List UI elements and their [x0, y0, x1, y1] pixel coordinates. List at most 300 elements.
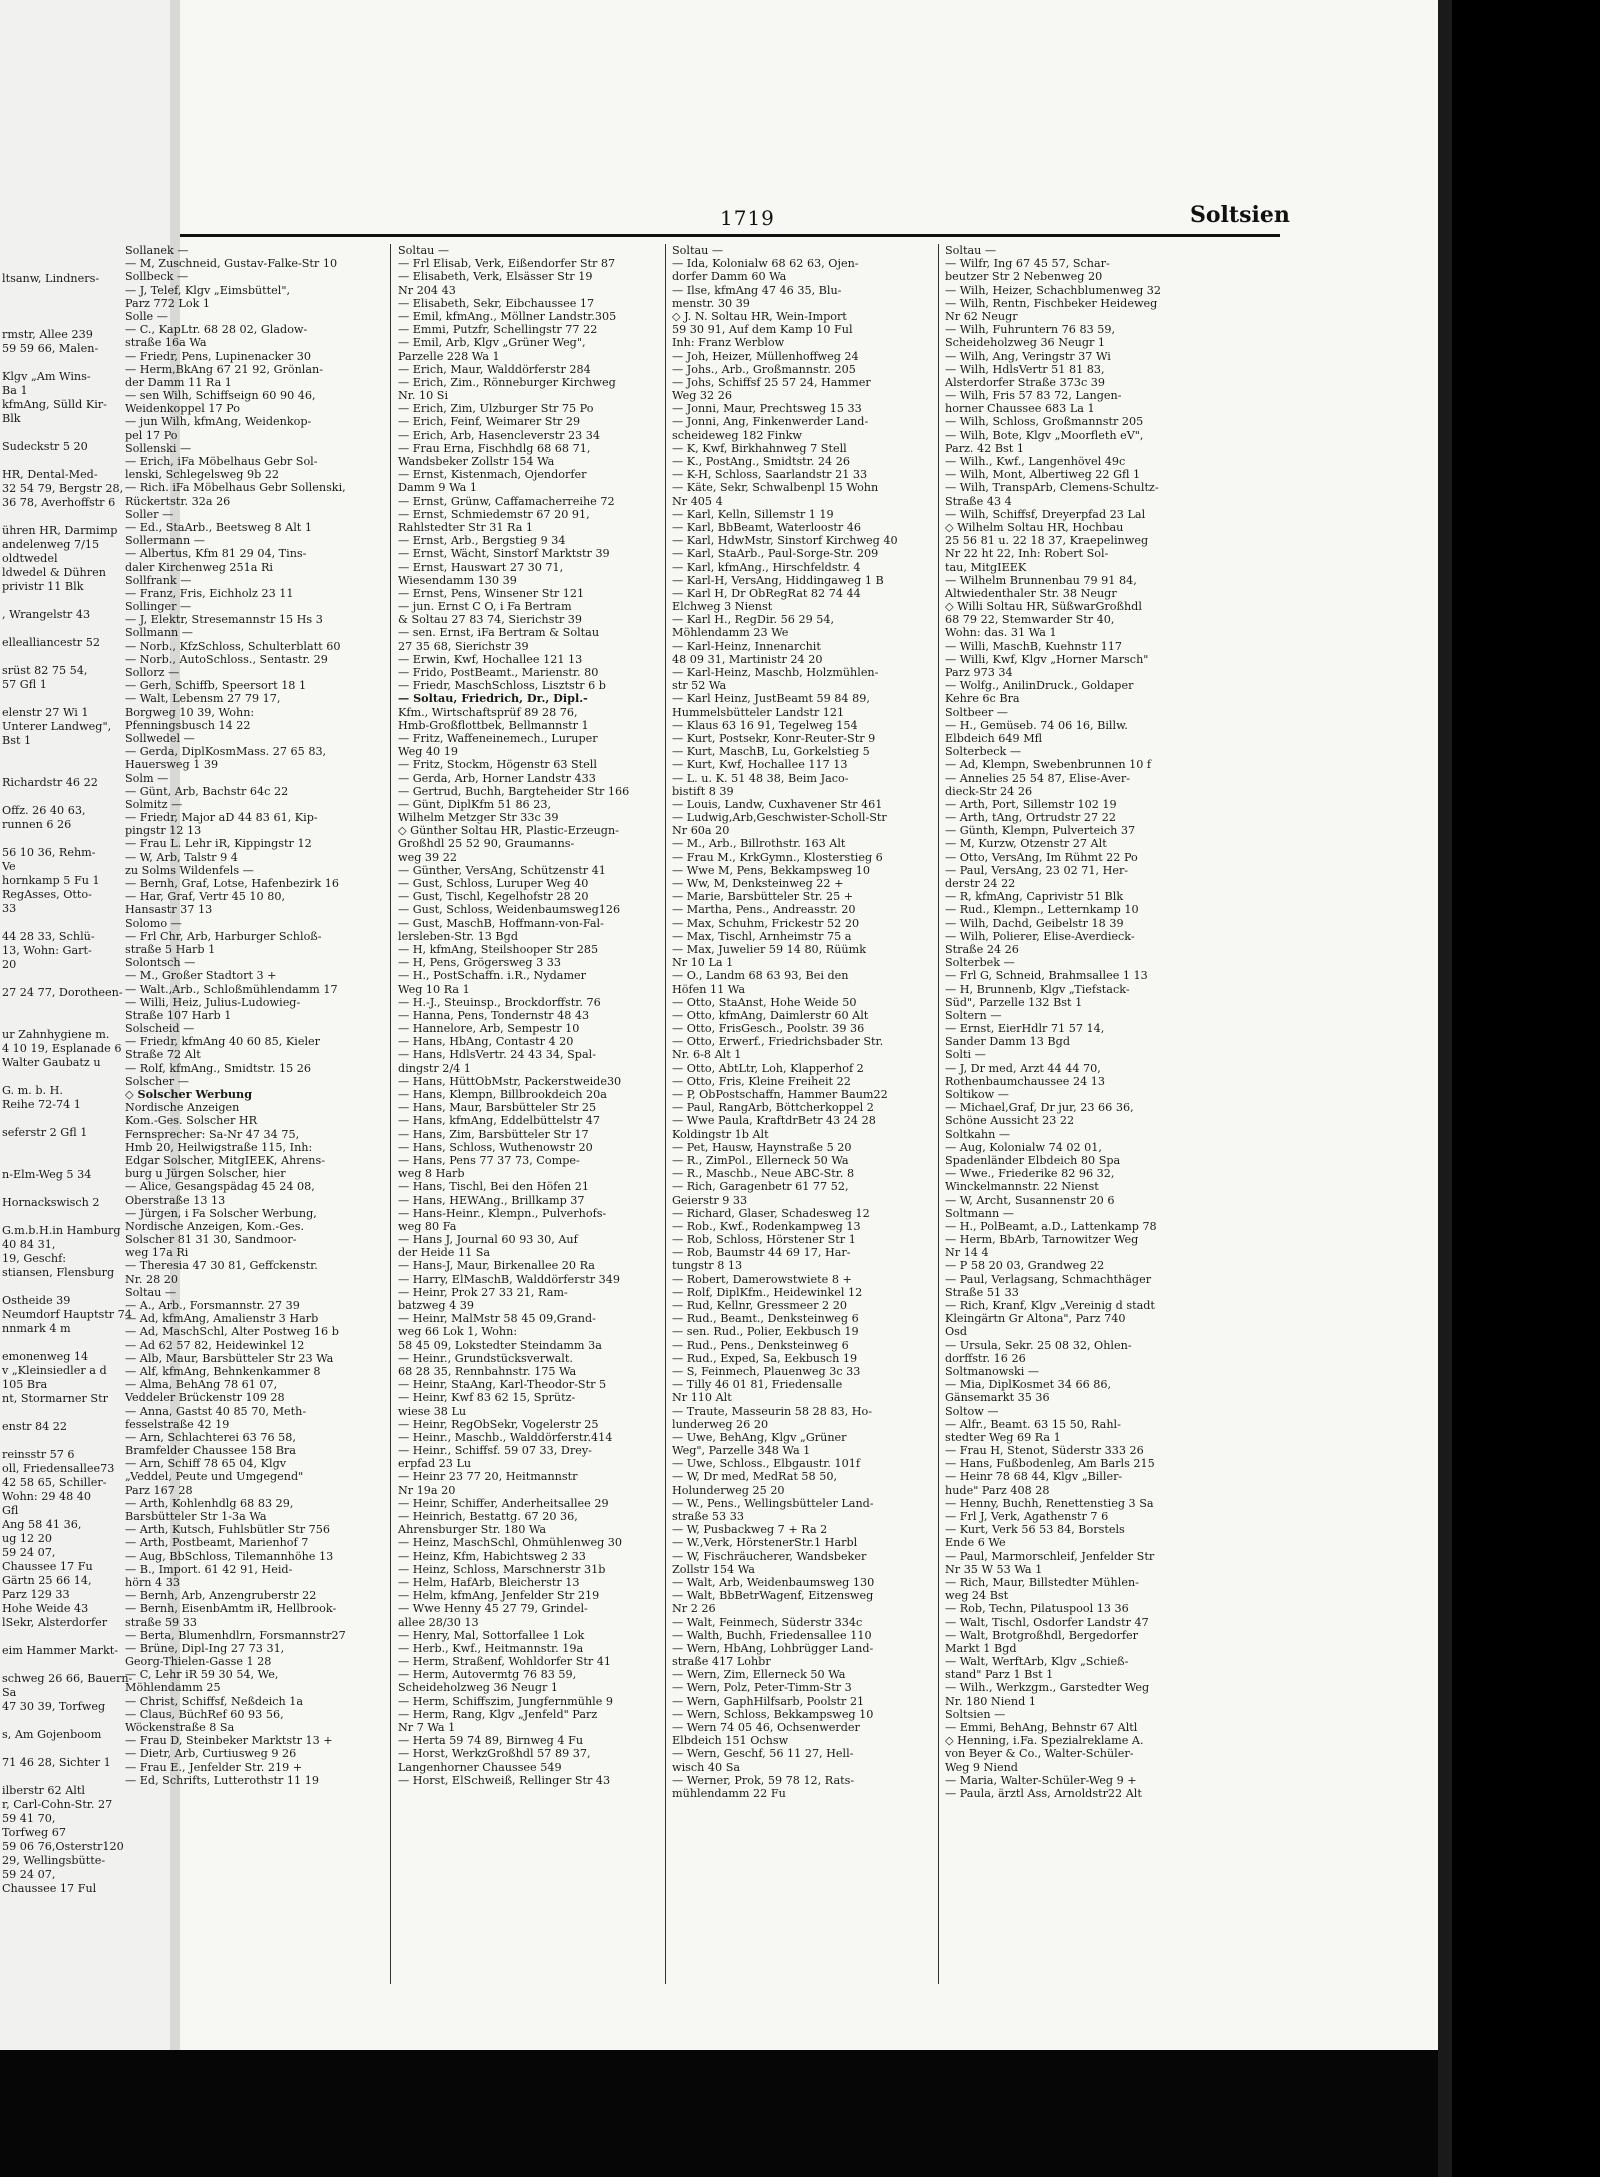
directory-entry-line: — Claus, BüchRef 60 93 56, — [125, 1707, 284, 1721]
directory-entry-line: — K-H, Schloss, Saarlandstr 21 33 — [672, 468, 868, 482]
directory-entry-line: — H, Brunnenb, Klgv „Tiefstack- — [945, 982, 1130, 996]
directory-entry-line: Schöne Aussicht 23 22 — [945, 1114, 1075, 1128]
previous-page-fragment: schweg 26 66, Bauern- — [2, 1672, 133, 1685]
directory-entry-line: — Hans-J, Maur, Birkenallee 20 Ra — [398, 1259, 595, 1273]
directory-entry-line: ◇ Solscher Werbung — [125, 1087, 253, 1101]
directory-entry-line: — J, Dr med, Arzt 44 44 70, — [945, 1061, 1101, 1075]
directory-entry-line: Weg 10 Ra 1 — [398, 982, 470, 996]
directory-entry-line: — Otto, AbtLtr, Loh, Klapperhof 2 — [672, 1061, 864, 1075]
directory-entry-line: wisch 40 Sa — [672, 1760, 741, 1774]
directory-entry-line: — Pet, Hausw, Haynstraße 5 20 — [672, 1140, 852, 1154]
directory-entry-line: Soltikow — — [945, 1088, 1009, 1101]
directory-entry-line: Soltow — — [945, 1404, 999, 1418]
previous-page-fragment: nt, Stormarner Str — [2, 1392, 108, 1405]
directory-entry-line: Weg 32 26 — [672, 389, 732, 403]
previous-page-fragment: Ve — [2, 860, 16, 873]
directory-entry-line: — Horst, WerkzGroßhdl 57 89 37, — [398, 1747, 591, 1761]
directory-entry-line: ◇ Willi Soltau HR, SüßwarGroßhdl — [945, 600, 1142, 614]
directory-entry-line: — Henny, Buchh, Renettenstieg 3 Sa — [945, 1496, 1154, 1510]
directory-entry-line: Sollinger — — [125, 600, 192, 614]
directory-entry-line: — Ad 62 57 82, Heidewinkel 12 — [125, 1338, 305, 1352]
directory-entry-line: — Ww, M, Denksteinweg 22 + — [672, 877, 844, 890]
directory-entry-line: — Heinr 78 68 44, Klgv „Biller- — [945, 1470, 1123, 1484]
directory-entry-line: — sen Wilh, Schiffseign 60 90 46, — [125, 389, 316, 403]
directory-entry-line: derstr 24 22 — [945, 877, 1016, 890]
directory-entry-line: — Uwe, BehAng, Klgv „Grüner — [672, 1430, 847, 1444]
previous-page-fragment: Walter Gaubatz u — [2, 1056, 101, 1069]
directory-entry-line: Borgweg 10 39, Wohn: — [125, 705, 255, 719]
directory-entry-line: — Rolf, kfmAng., Smidtstr. 15 26 — [125, 1061, 311, 1075]
directory-entry-line: — Otto, FrisGesch., Poolstr. 39 36 — [672, 1022, 865, 1036]
directory-entry-line: — Rob, Schloss, Hörstener Str 1 — [672, 1233, 856, 1247]
directory-entry-line: Nr 2 26 — [672, 1602, 716, 1616]
directory-entry-line: Langenhorner Chaussee 549 — [398, 1760, 562, 1774]
previous-page-fragment: 59 24 07, — [2, 1868, 56, 1881]
directory-entry-line: — Karl, Kelln, Sillemstr 1 19 — [672, 507, 834, 521]
directory-entry-line: — Johs, Schiffsf 25 57 24, Hammer — [672, 375, 871, 389]
directory-entry-line: — Gust, Schloss, Weidenbaumsweg126 — [398, 903, 621, 917]
directory-entry-line: — J, Elektr, Stresemannstr 15 Hs 3 — [125, 613, 323, 627]
previous-page-fragment: , Wrangelstr 43 — [2, 608, 91, 621]
directory-entry-line: — Alma, BehAng 78 61 07, — [125, 1378, 278, 1392]
directory-entry-line: straße 5 Harb 1 — [125, 942, 216, 956]
directory-entry-line: Sollermann — — [125, 534, 205, 548]
directory-entry-line: — Heinr., Schiffsf. 59 07 33, Drey- — [398, 1444, 592, 1458]
directory-entry-line: Großhdl 25 52 90, Graumanns- — [398, 837, 575, 851]
directory-entry-line: — Heinz, MaschSchl, Ohmühlenweg 30 — [398, 1536, 623, 1550]
directory-entry-line: — Rud., Exped, Sa, Eekbusch 19 — [672, 1351, 858, 1365]
directory-entry-line: weg 8 Harb — [398, 1167, 465, 1181]
directory-entry-line: — Otto, kfmAng, Daimlerstr 60 Alt — [672, 1008, 869, 1022]
previous-page-fragment: 36 78, Averhoffstr 6 — [2, 496, 116, 509]
directory-entry-line: Nr 405 4 — [672, 494, 723, 508]
directory-entry-line: — Heinr., Grundstücksverwalt. — [398, 1351, 573, 1365]
previous-page-fragment: s, Am Gojenboom — [2, 1728, 102, 1741]
directory-entry-line: — Wilh, TranspArb, Clemens-Schultz- — [945, 481, 1159, 495]
directory-entry-line: Bramfelder Chaussee 158 Bra — [125, 1444, 296, 1458]
directory-entry-line: Straße 107 Harb 1 — [125, 1008, 232, 1022]
directory-entry-line: Wandsbeker Zollstr 154 Wa — [398, 455, 555, 468]
directory-entry-line: — Frl J, Verk, Agathenstr 7 6 — [945, 1510, 1109, 1523]
directory-entry-line: Scheideholzweg 36 Neugr 1 — [945, 336, 1106, 350]
directory-entry-line: Barsbütteler Str 1-3a Wa — [125, 1510, 267, 1523]
directory-entry-line: Soltern — — [945, 1008, 1002, 1022]
header-rule — [180, 234, 1280, 237]
previous-page-fragment: 105 Bra — [2, 1378, 48, 1391]
previous-page-fragment: kfmAng, Sülld Kir- — [2, 398, 107, 411]
directory-entry-line: — Emil, Arb, Klgv „Grüner Weg", — [398, 336, 586, 350]
previous-page-fragment: Bst 1 — [2, 734, 32, 747]
directory-entry-line: — Gerda, Arb, Horner Landstr 433 — [398, 771, 596, 785]
directory-entry-line: Sollbeck — — [125, 270, 189, 284]
directory-entry-line: — Berta, Blumenhdlrn, Forsmannstr27 — [125, 1628, 346, 1642]
directory-entry-line: — Herm, Autovermtg 76 83 59, — [398, 1668, 577, 1682]
directory-entry-line: Wohn: das. 31 Wa 1 — [945, 626, 1057, 640]
directory-entry-line: — W, Fischräucherer, Wandsbeker — [672, 1549, 867, 1563]
directory-entry-line: — Walt, Lebensm 27 79 17, — [125, 692, 281, 706]
directory-entry-line: — Arth, Kohlenhdlg 68 83 29, — [125, 1496, 294, 1510]
directory-entry-line: — Wwe Paula, KraftdrBetr 43 24 28 — [672, 1114, 876, 1128]
directory-entry-line: — Tilly 46 01 81, Friedensalle — [672, 1378, 843, 1392]
directory-entry-line: — Arn, Schiff 78 65 04, Klgv — [125, 1457, 287, 1471]
directory-entry-line: scheideweg 182 Finkw — [672, 428, 802, 442]
directory-entry-line: der Damm 11 Ra 1 — [125, 375, 232, 389]
directory-entry-line: — Ad, MaschSchl, Alter Postweg 16 b — [125, 1325, 339, 1339]
directory-entry-line: Rothenbaumchaussee 24 13 — [945, 1074, 1105, 1088]
directory-entry-line: Altwiedenthaler Str. 38 Neugr — [945, 586, 1117, 600]
directory-entry-line: — Walt.,Arb., Schloßmühlendamm 17 — [125, 982, 338, 996]
directory-entry-line: — Wilh, Mont, Albertiweg 22 Gfl 1 — [945, 468, 1141, 482]
directory-entry-line: — Theresia 47 30 81, Geffckenstr. — [125, 1259, 318, 1273]
directory-entry-line: — Rud, Kellnr, Gressmeer 2 20 — [672, 1299, 847, 1312]
directory-entry-line: — Wilh., Werkzgm., Garstedter Weg — [945, 1681, 1150, 1695]
directory-entry-line: tungstr 8 13 — [672, 1259, 743, 1273]
previous-page-fragment: runnen 6 26 — [2, 818, 72, 831]
directory-entry-line: — H., PostSchaffn. i.R., Nydamer — [398, 969, 587, 983]
directory-entry-line: — Frau E., Jenfelder Str. 219 + — [125, 1760, 303, 1774]
directory-entry-line: — Ernst, Hauswart 27 30 71, — [398, 560, 564, 574]
previous-page-fragment: 20 — [2, 958, 17, 971]
directory-entry-line: — Wilh, Bote, Klgv „Moorfleth eV", — [945, 428, 1144, 442]
directory-entry-line: Nr 19a 20 — [398, 1483, 456, 1497]
previous-page-fragment: Ostheide 39 — [2, 1294, 71, 1307]
directory-entry-line: Parz 973 34 — [945, 666, 1013, 679]
directory-entry-line: — Günth, Klempn, Pulverteich 37 — [945, 824, 1136, 838]
directory-entry-line: — Otto, StaAnst, Hohe Weide 50 — [672, 995, 857, 1009]
directory-entry-line: — Mia, DiplKosmet 34 66 86, — [945, 1378, 1112, 1392]
directory-entry-line: — Elisabeth, Sekr, Eibchaussee 17 — [398, 296, 595, 310]
directory-entry-line: — Frau H, Stenot, Süderstr 333 26 — [945, 1444, 1144, 1458]
directory-entry-line: — Wwe., Friederike 82 96 32, — [945, 1167, 1115, 1181]
directory-entry-line: — Friedr, Pens, Lupinenacker 30 — [125, 349, 312, 363]
directory-entry-line: — Friedr, MaschSchloss, Lisztstr 6 b — [398, 679, 606, 693]
directory-entry-line: — Franz, Fris, Eichholz 23 11 — [125, 586, 294, 600]
directory-entry-line: — Gust, MaschB, Hoffmann-von-Fal- — [398, 916, 604, 930]
directory-entry-line: Soltsien — — [945, 1707, 1006, 1721]
directory-entry-line: Gänsemarkt 35 36 — [945, 1391, 1050, 1405]
directory-entry-line: — B., Import. 61 42 91, Heid- — [125, 1562, 293, 1576]
directory-entry-line: — O., Landm 68 63 93, Bei den — [672, 969, 849, 983]
directory-entry-line: — Gust, Tischl, Kegelhofstr 28 20 — [398, 890, 589, 904]
directory-entry-line: — Herm, BbArb, Tarnowitzer Weg — [945, 1233, 1139, 1247]
directory-entry-line: Hummelsbütteler Landstr 121 — [672, 705, 845, 719]
directory-entry-line: — Hans, Klempn, Billbrookdeich 20a — [398, 1088, 607, 1101]
directory-entry-line: straße 16a Wa — [125, 336, 207, 350]
directory-entry-line: Straße 51 33 — [945, 1285, 1019, 1299]
previous-page-fragment: lSekr, Alsterdorfer — [2, 1616, 108, 1629]
previous-page-fragment: Offz. 26 40 63, — [2, 804, 86, 817]
directory-entry-line: Solscher 81 31 30, Sandmoor- — [125, 1233, 297, 1247]
directory-entry-line: — Walt, BbBetrWagenf, Eitzensweg — [672, 1589, 874, 1603]
directory-entry-line: Straße 24 26 — [945, 942, 1019, 956]
directory-entry-line: — K, Kwf, Birkhahnweg 7 Stell — [672, 441, 847, 455]
directory-entry-line: Alsterdorfer Straße 373c 39 — [945, 375, 1106, 389]
directory-entry-line: burg u Jürgen Solscher, hier — [125, 1167, 286, 1181]
directory-entry-line: — W, Arb, Talstr 9 4 — [125, 850, 238, 864]
directory-entry-line: Fernsprecher: Sa-Nr 47 34 75, — [125, 1127, 300, 1141]
directory-entry-line: — Frau Erna, Fischhdlg 68 68 71, — [398, 441, 591, 455]
previous-page-fragment: ur Zahnhygiene m. — [2, 1028, 110, 1041]
directory-entry-line: straße 59 33 — [125, 1615, 197, 1629]
previous-page-fragment: 71 46 28, Sichter 1 — [2, 1756, 111, 1769]
directory-entry-line: — Frl Elisab, Verk, Eißendorfer Str 87 — [398, 257, 616, 271]
directory-entry-line: Oberstraße 13 13 — [125, 1193, 226, 1207]
directory-entry-line: — R., ZimPol., Ellerneck 50 Wa — [672, 1153, 849, 1167]
column-divider — [390, 244, 391, 1984]
directory-entry-line: — Arth, tAng, Ortrudstr 27 22 — [945, 811, 1116, 825]
directory-entry-line: — Wilh, Fuhruntern 76 83 59, — [945, 323, 1116, 337]
directory-entry-line: Nr 22 ht 22, Inh: Robert Sol- — [945, 547, 1109, 561]
directory-entry-line: — R., Maschb., Neue ABC-Str. 8 — [672, 1167, 855, 1181]
previous-page-fragment: Ba 1 — [2, 384, 28, 397]
directory-entry-line: — Ernst, EierHdlr 71 57 14, — [945, 1022, 1105, 1036]
directory-entry-line: — Emil, kfmAng., Möllner Landstr.305 — [398, 309, 617, 323]
directory-entry-line: — Hans, HdlsVertr. 24 43 34, Spal- — [398, 1048, 596, 1062]
directory-entry-line: Solomo — — [125, 916, 182, 930]
previous-page-fragment: 40 84 31, — [2, 1238, 56, 1251]
directory-entry-line: Nr 62 Neugr — [945, 309, 1018, 323]
directory-entry-line: — Herm, Schiffszim, Jungfernmühle 9 — [398, 1694, 614, 1708]
directory-entry-line: — Louis, Landw, Cuxhavener Str 461 — [672, 797, 883, 811]
directory-entry-line: weg 66 Lok 1, Wohn: — [398, 1325, 518, 1339]
previous-page-fragment: 42 58 65, Schiller- — [2, 1476, 107, 1489]
directory-entry-line: — Hans, Schloss, Wuthenowstr 20 — [398, 1140, 593, 1154]
directory-entry-line: Weg 40 19 — [398, 745, 458, 759]
directory-entry-line: — M, Kurzw, Otzenstr 27 Alt — [945, 837, 1107, 851]
previous-page-fragment: Torfweg 67 — [2, 1826, 66, 1839]
directory-entry-line: pingstr 12 13 — [125, 824, 202, 838]
directory-entry-line: Nr. 28 20 — [125, 1272, 179, 1286]
directory-entry-line: — Heinr, StaAng, Karl-Theodor-Str 5 — [398, 1378, 607, 1392]
directory-entry-line: — Wilh, Heizer, Schachblumenweg 32 — [945, 283, 1162, 297]
directory-entry-line: lunderweg 26 20 — [672, 1417, 769, 1431]
directory-entry-line: — Ilse, kfmAng 47 46 35, Blu- — [672, 283, 842, 297]
directory-entry-line: Elbdeich 649 Mfl — [945, 731, 1043, 745]
previous-page-fragment: 19, Geschf: — [2, 1252, 67, 1265]
directory-entry-line: Nr 7 Wa 1 — [398, 1721, 456, 1734]
directory-entry-line: — Herm, Straßenf, Wohldorfer Str 41 — [398, 1655, 611, 1669]
directory-entry-line: — Rud., Klempn., Letternkamp 10 — [945, 903, 1139, 917]
directory-entry-line: — Wern, Polz, Peter-Timm-Str 3 — [672, 1681, 852, 1695]
directory-entry-line: — Bernh, Graf, Lotse, Hafenbezirk 16 — [125, 877, 339, 890]
directory-entry-line: weg 24 Bst — [945, 1589, 1009, 1603]
directory-entry-line: Sollwedel — — [125, 731, 195, 745]
directory-entry-line: Hmb-Großflottbek, Bellmannstr 1 — [398, 718, 589, 732]
directory-entry-line: — Harry, ElMaschB, Walddörferstr 349 — [398, 1272, 621, 1286]
directory-entry-line: — Jonni, Maur, Prechtsweg 15 33 — [672, 402, 862, 416]
directory-entry-line: Straße 72 Alt — [125, 1048, 201, 1062]
directory-entry-line: — Heinz, Schloss, Marschnerstr 31b — [398, 1562, 606, 1576]
directory-entry-line: — Otto, Fris, Kleine Freiheit 22 — [672, 1074, 851, 1088]
directory-entry-line: Scheideholzweg 36 Neugr 1 — [398, 1681, 559, 1695]
directory-entry-line: Soltau — — [672, 244, 724, 257]
directory-entry-line: — Ernst, Wächt, Sinstorf Marktstr 39 — [398, 547, 610, 561]
previous-page-fragment: r, Carl-Cohn-Str. 27 — [2, 1798, 113, 1811]
directory-entry-line: — Jonni, Ang, Finkenwerder Land- — [672, 415, 869, 429]
previous-page-fragment: ilberstr 62 Altl — [2, 1784, 85, 1797]
previous-page-fragment: Hornackswisch 2 — [2, 1196, 100, 1209]
directory-entry-line: pel 17 Po — [125, 428, 178, 442]
directory-entry-line: weg 80 Fa — [398, 1219, 457, 1233]
directory-entry-line: Kleingärtn Gr Altona", Parz 740 — [945, 1312, 1126, 1326]
directory-entry-line: — M., Großer Stadtort 3 + — [125, 969, 277, 983]
directory-entry-line: — Wilhelm Brunnenbau 79 91 84, — [945, 573, 1137, 587]
previous-page-fragment: privistr 11 Blk — [2, 580, 84, 593]
previous-page-fragment: Unterer Landweg", — [2, 720, 112, 733]
previous-page-fragment: v „Kleinsiedler a d — [2, 1364, 107, 1377]
directory-entry-line: — Günther, VersAng, Schützenstr 41 — [398, 863, 606, 877]
directory-entry-line: fesselstraße 42 19 — [125, 1417, 230, 1431]
directory-entry-line: — Alf, kfmAng, Behnkenkammer 8 — [125, 1364, 321, 1378]
previous-page-fragment: 56 10 36, Rehm- — [2, 846, 96, 859]
previous-page-fragment: ühren HR, Darmimp — [2, 524, 118, 537]
directory-entry-line: — Karl H, Dr ObRegRat 82 74 44 — [672, 586, 861, 600]
directory-entry-line: Nr 204 43 — [398, 283, 456, 297]
directory-entry-line: — Fritz, Stockm, Högenstr 63 Stell — [398, 758, 597, 772]
directory-entry-line: — Rob, Baumstr 44 69 17, Har- — [672, 1246, 851, 1260]
directory-entry-line: — Karl H., RegDir. 56 29 54, — [672, 613, 835, 627]
directory-entry-line: — J, Telef, Klgv „Eimsbüttel", — [125, 283, 291, 297]
directory-entry-line: Wöckenstraße 8 Sa — [125, 1721, 235, 1734]
directory-entry-line: Solle — — [125, 309, 168, 323]
directory-entry-line: stedter Weg 69 Ra 1 — [945, 1430, 1061, 1444]
column-divider — [665, 244, 666, 1984]
directory-entry-line: ◇ Günther Soltau HR, Plastic-Erzeugn- — [398, 824, 619, 838]
directory-entry-line: — Frau L. Lehr iR, Kippingstr 12 — [125, 837, 312, 851]
directory-entry-line: — Herm, Rang, Klgv „Jenfeld" Parz — [398, 1707, 598, 1721]
directory-entry-line: — Alb, Maur, Barsbütteler Str 23 Wa — [125, 1351, 334, 1365]
directory-entry-line: — Richard, Glaser, Schadesweg 12 — [672, 1206, 870, 1220]
directory-entry-line: — Heinr, RegObSekr, Vogelerstr 25 — [398, 1417, 599, 1431]
directory-entry-line: — Frido, PostBeamt., Marienstr. 80 — [398, 666, 599, 679]
directory-entry-line: Solscher — — [125, 1074, 189, 1088]
directory-entry-line: 59 30 91, Auf dem Kamp 10 Ful — [672, 323, 853, 337]
previous-page-fragment: reinsstr 57 6 — [2, 1448, 75, 1461]
directory-entry-line: Höfen 11 Wa — [672, 982, 746, 996]
directory-entry-line: — Heinr 23 77 20, Heitmannstr — [398, 1470, 578, 1484]
directory-entry-line: straße 417 Lohbr — [672, 1655, 771, 1669]
previous-page-fragment: Neumdorf Hauptstr 74 — [2, 1308, 132, 1321]
previous-page-fragment: n-Elm-Weg 5 34 — [2, 1168, 92, 1181]
directory-entry-line: — Arth, Kutsch, Fuhlsbütler Str 756 — [125, 1523, 330, 1537]
directory-entry-line: — Hans, kfmAng, Eddelbüttelstr 47 — [398, 1114, 600, 1128]
directory-entry-line: — Ursula, Sekr. 25 08 32, Ohlen- — [945, 1338, 1132, 1352]
column-1 — [125, 244, 387, 2004]
directory-entry-line: — Wern, Geschf, 56 11 27, Hell- — [672, 1747, 854, 1761]
directory-entry-line: weg 17a Ri — [125, 1246, 189, 1260]
directory-entry-line: — Wwe M, Pens, Bekkampsweg 10 — [672, 863, 870, 877]
directory-entry-line: Solscheid — — [125, 1022, 195, 1036]
directory-entry-line: — Walt, WerftArb, Klgv „Schieß- — [945, 1655, 1129, 1669]
directory-entry-line: — Bernh, Arb, Anzengruberstr 22 — [125, 1589, 317, 1603]
previous-page-fragment: Blk — [2, 412, 21, 425]
previous-page-fragment: ug 12 20 — [2, 1532, 52, 1545]
directory-entry-line: Rückertstr. 32a 26 — [125, 494, 231, 508]
directory-entry-line: — Friedr, kfmAng 40 60 85, Kieler — [125, 1035, 321, 1049]
previous-page-fragment: Chaussee 17 Fu — [2, 1560, 93, 1573]
directory-entry-line: straße 53 33 — [672, 1510, 744, 1523]
previous-page-fragment: Reihe 72-74 1 — [2, 1098, 81, 1111]
directory-entry-line: — Wilh, Schiffsf, Dreyerpfad 23 Lal — [945, 507, 1146, 521]
directory-entry-line: ◇ Henning, i.Fa. Spezialreklame A. — [945, 1734, 1144, 1748]
directory-entry-line: Edgar Solscher, MitgIEEK, Ahrens- — [125, 1153, 325, 1167]
previous-page-fragment: G.m.b.H.in Hamburg — [2, 1224, 121, 1237]
directory-entry-line: — Hans, Maur, Barsbütteler Str 25 — [398, 1101, 597, 1115]
directory-entry-line: — Otto, Erwerf., Friedrichsbader Str. — [672, 1035, 884, 1049]
directory-entry-line: — Henry, Mal, Sottorfallee 1 Lok — [398, 1628, 585, 1642]
directory-entry-line: Solterbeck — — [945, 745, 1022, 759]
directory-entry-line: — Heinr, Kwf 83 62 15, Sprütz- — [398, 1391, 576, 1405]
directory-entry-line: erpfad 23 Lu — [398, 1457, 472, 1471]
directory-entry-line: — A., Arb., Forsmannstr. 27 39 — [125, 1299, 300, 1312]
directory-entry-line: — Johs., Arb., Großmannstr. 205 — [672, 362, 856, 376]
directory-entry-line: 68 28 35, Rennbahnstr. 175 Wa — [398, 1364, 577, 1378]
directory-entry-line: — Rich. iFa Möbelhaus Gebr Sollenski, — [125, 481, 346, 495]
directory-entry-line: — Rud., Beamt., Denksteinweg 6 — [672, 1312, 859, 1326]
directory-entry-line: Nordische Anzeigen — [125, 1101, 240, 1115]
previous-page-fragment: 44 28 33, Schlü- — [2, 930, 95, 943]
directory-entry-line: Möhlendamm 23 We — [672, 626, 789, 640]
directory-entry-line: Soltmanowski — — [945, 1364, 1040, 1378]
directory-entry-line: Inh: Franz Werblow — [672, 336, 785, 350]
directory-entry-line: Wiesendamm 130 39 — [398, 573, 517, 587]
directory-entry-line: — sen. Rud., Polier, Eekbusch 19 — [672, 1325, 859, 1339]
directory-entry-line: — Heinr, Schiffer, Anderheitsallee 29 — [398, 1496, 609, 1510]
directory-entry-line: Osd — [945, 1325, 968, 1339]
directory-entry-line: zu Solms Wildenfels — — [125, 863, 254, 877]
directory-entry-line: — M., Arb., Billrothstr. 163 Alt — [672, 837, 846, 851]
directory-entry-line: Soller — — [125, 507, 174, 521]
directory-entry-line: dieck-Str 24 26 — [945, 784, 1033, 798]
directory-entry-line: Solti — — [945, 1048, 986, 1062]
directory-entry-line: Parz. 42 Bst 1 — [945, 441, 1024, 455]
directory-entry-line: 58 45 09, Lokstedter Steindamm 3a — [398, 1338, 602, 1352]
directory-entry-line: Sollorz — — [125, 666, 180, 679]
directory-entry-line: — Brüne, Dipl-Ing 27 73 31, — [125, 1641, 285, 1655]
directory-entry-line: — Emmi, BehAng, Behnstr 67 Altl — [945, 1721, 1138, 1734]
directory-entry-line: — Aug, BbSchloss, Tilemannhöhe 13 — [125, 1549, 334, 1563]
previous-page-fragment: srüst 82 75 54, — [2, 664, 88, 677]
directory-entry-line: — Hans J, Journal 60 93 30, Auf — [398, 1233, 578, 1247]
directory-entry-line: beutzer Str 2 Nebenweg 20 — [945, 270, 1103, 284]
previous-page-fragment: 27 24 77, Dorotheen- — [2, 986, 123, 999]
previous-page-fragment: Gfl — [2, 1504, 19, 1517]
directory-entry-line: Soltbeer — — [945, 705, 1008, 719]
directory-entry-line: Spadenländer Elbdeich 80 Spa — [945, 1153, 1121, 1167]
directory-entry-line: — Gerda, DiplKosmMass. 27 65 83, — [125, 745, 327, 759]
directory-entry-line: „Veddel, Peute und Umgegend" — [125, 1470, 304, 1484]
directory-entry-line: Solmitz — — [125, 797, 183, 811]
directory-entry-line: — Ida, Kolonialw 68 62 63, Ojen- — [672, 257, 859, 271]
page-number: 1719 — [720, 206, 775, 230]
directory-entry-line: — Gertrud, Buchh, Bargteheider Str 166 — [398, 784, 630, 798]
directory-entry-line: — Hans, HEWAng., Brillkamp 37 — [398, 1193, 585, 1207]
directory-entry-line: — Rich, Maur, Billstedter Mühlen- — [945, 1575, 1139, 1589]
directory-entry-line: Nr 60a 20 — [672, 824, 730, 838]
directory-entry-line: — Erich, Zim., Rönneburger Kirchweg — [398, 375, 616, 389]
directory-entry-line: — Wilh, Schloss, Großmannstr 205 — [945, 415, 1144, 429]
directory-entry-line: Soltmann — — [945, 1206, 1014, 1220]
directory-entry-line: — Robert, Damerowstwiete 8 + — [672, 1272, 852, 1286]
directory-entry-line: — Erich, iFa Möbelhaus Gebr Sol- — [125, 455, 318, 468]
previous-page-fragment: Richardstr 46 22 — [2, 776, 98, 789]
directory-entry-line: — Wilh, Dachd, Geibelstr 18 39 — [945, 916, 1124, 930]
directory-entry-line: — Wern, HbAng, Lohbrügger Land- — [672, 1641, 874, 1655]
directory-entry-line: mühlendamm 22 Fu — [672, 1786, 786, 1800]
directory-entry-line: — Rud., Pens., Denksteinweg 6 — [672, 1338, 849, 1352]
directory-entry-line: ◇ J. N. Soltau HR, Wein-Import — [672, 309, 847, 323]
directory-entry-line: — Rolf, DiplKfm., Heidewinkel 12 — [672, 1285, 863, 1299]
